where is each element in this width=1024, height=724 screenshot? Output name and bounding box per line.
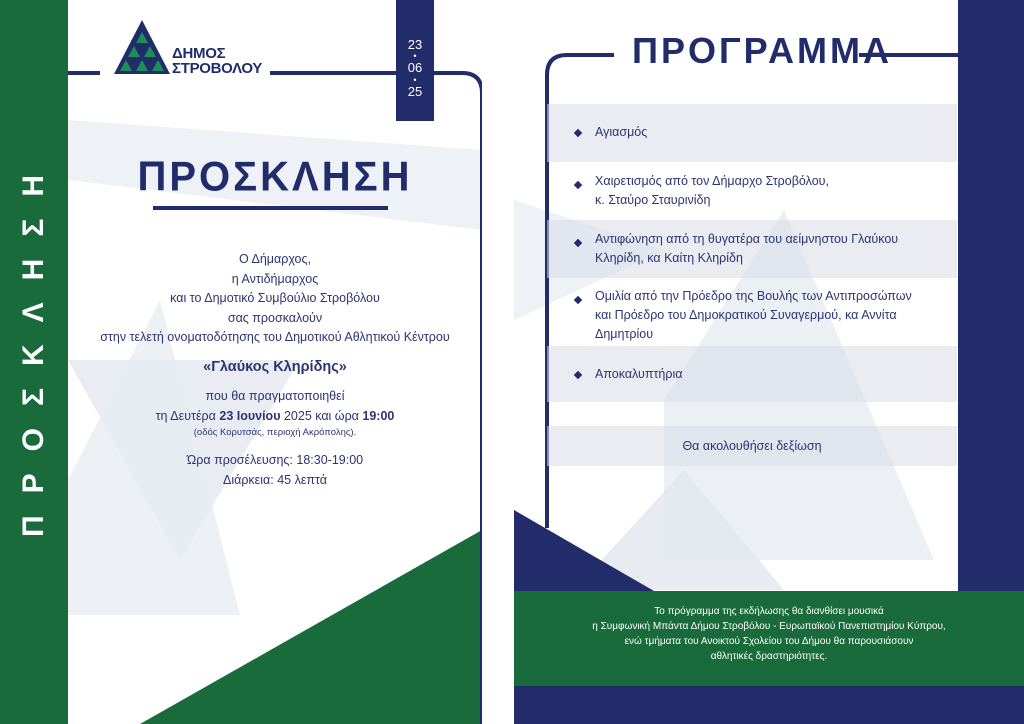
diamond-bullet-icon	[574, 296, 582, 304]
list-item	[547, 162, 957, 220]
item-line: Αποκαλυπτήρια	[595, 367, 683, 381]
arrival-time: Ώρα προσέλευσης: 18:30-19:00	[186, 453, 364, 467]
item-line: Αγιασμός	[595, 125, 648, 139]
navy-bottom-band	[514, 686, 1024, 724]
date-prefix: τη Δευτέρα	[155, 408, 220, 423]
logo-line1: ΔΗΜΟΣ	[172, 45, 226, 62]
footer-line: Το πρόγραμμα της εκδήλωσης θα διανθίσει μουσικά	[654, 606, 884, 617]
item-line: κ. Σταύρο Σταυρινίδη	[595, 193, 711, 207]
body-line: και το Δημοτικό Συμβούλιο Στροβόλου	[170, 291, 380, 305]
date-tab	[396, 0, 434, 121]
footer-line: αθλητικές δραστηριότητες.	[710, 651, 828, 662]
event-location: (οδός Κορυτσάς, περιοχή Ακρόπολης).	[193, 427, 357, 438]
logo-text	[172, 46, 262, 76]
event-date-line	[68, 407, 482, 427]
item-line: Ομιλία από την Πρόεδρο της Βουλής των Αντιπροσώπων	[595, 289, 912, 303]
diamond-bullet-icon	[574, 239, 582, 247]
diamond-bullet-icon	[574, 371, 582, 379]
date-mid: 2025 και ώρα	[280, 408, 363, 423]
list-item	[547, 278, 957, 346]
duration: Διάρκεια: 45 λεπτά	[222, 472, 328, 487]
body-line: στην τελετή ονοματοδότησης του Δημοτικού Αθλητικού Κέντρου	[100, 330, 450, 344]
item-line: Χαιρετισμός από τον Δήμαρχο Στροβόλου,	[595, 174, 829, 188]
invitation-body	[68, 250, 482, 490]
list-item	[547, 104, 957, 162]
time-bold: 19:00	[362, 408, 395, 423]
reception-note: Θα ακολουθήσει δεξίωση	[547, 426, 957, 466]
item-line: Αντιφώνηση από τη θυγατέρα του αείμνηστου Γλαύκου	[595, 232, 899, 246]
diamond-bullet-icon	[574, 129, 582, 137]
item-line: Κληρίδη, κα Καίτη Κληρίδη	[595, 251, 743, 265]
footer-line: η Συμφωνική Μπάντα Δήμου Στροβόλου - Ευρωπαϊκού Πανεπιστημίου Κύπρου,	[592, 621, 946, 632]
item-line: και Πρόεδρο του Δημοκρατικού Συναγερμού, κα Αννίτα	[595, 308, 897, 322]
diamond-bullet-icon	[574, 181, 582, 189]
invitation-title: ΠΡΟΣΚΛΗΣΗ	[137, 153, 413, 201]
body-line: που θα πραγματοποιηθεί	[205, 389, 345, 403]
footer-note	[514, 591, 1024, 686]
body-line: Ο Δήμαρχος,	[238, 252, 312, 266]
date-bold: 23 Ιουνίου	[219, 408, 281, 423]
vertical-title: ΠΡΟΣΚΛΗΣΗ	[17, 152, 50, 538]
body-line: σας προσκαλούν	[227, 310, 323, 325]
invitation-page	[0, 0, 482, 724]
list-item	[547, 220, 957, 278]
date-month: 06	[407, 60, 423, 76]
item-line: Δημητρίου	[595, 327, 654, 341]
programme-page	[514, 0, 1024, 724]
programme-list	[547, 104, 957, 402]
date-day: 23	[407, 37, 423, 52]
logo-line2: ΣΤΡΟΒΟΛΟΥ	[172, 60, 263, 77]
date-dot: •	[413, 74, 417, 85]
title-underline	[153, 206, 388, 210]
footer-line: ενώ τμήματα του Ανοικτού Σχολείου του Δήμου θα παρουσιάσουν	[624, 636, 914, 647]
programme-title: ΠΡΟΓΡΑΜΜΑ	[632, 30, 892, 71]
honoree-name: «Γλαύκος Κληρίδης»	[203, 358, 347, 375]
date-dot: •	[413, 51, 417, 62]
date-year: 25	[407, 83, 423, 99]
list-item	[547, 346, 957, 402]
body-line: η Αντιδήμαρχος	[231, 271, 319, 286]
